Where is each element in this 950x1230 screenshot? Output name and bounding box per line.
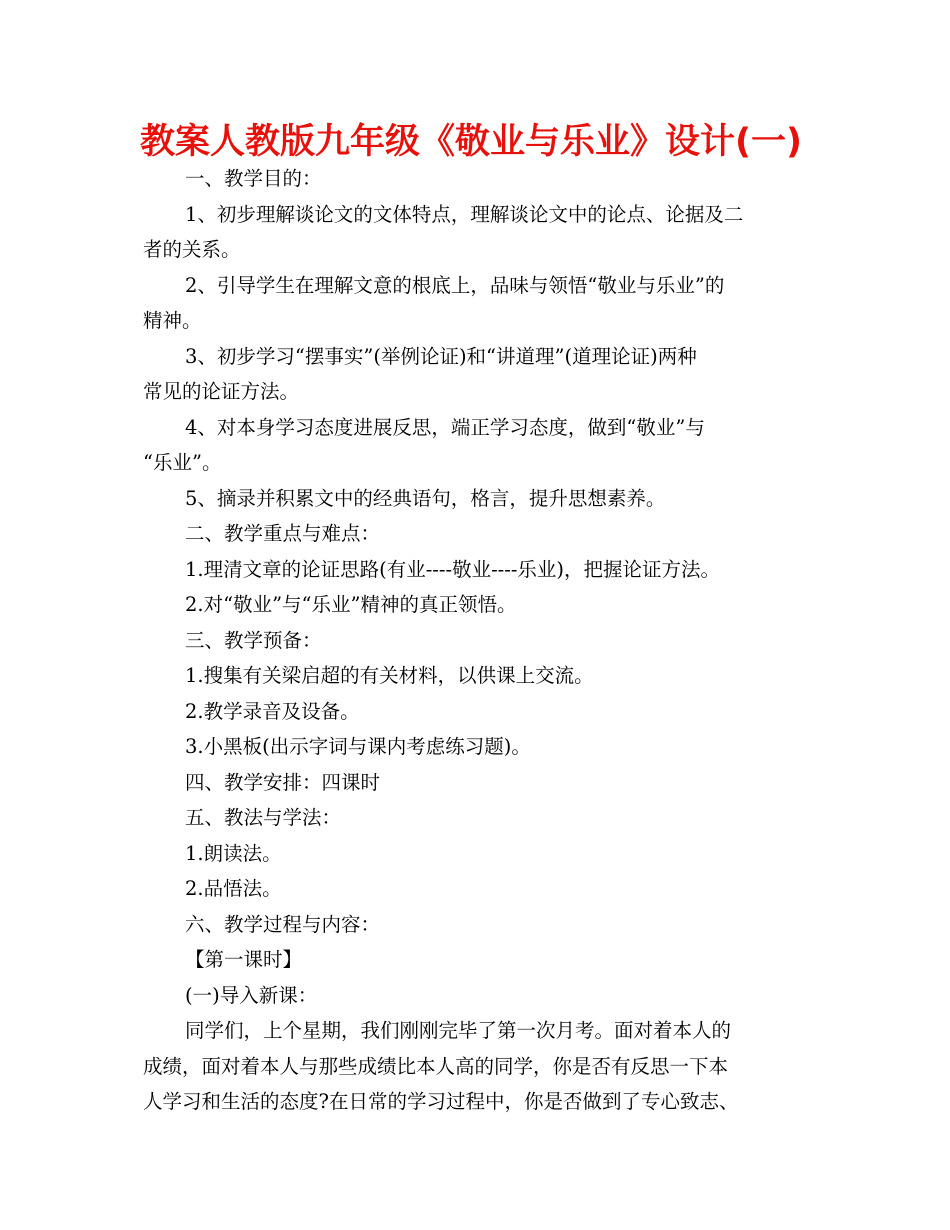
paragraph-line: 1、初步理解谈论文的文体特点，理解谈论文中的论点、论据及二 — [185, 203, 744, 226]
section-heading-process: 六、教学过程与内容： — [185, 913, 381, 936]
list-item: 3.小黑板(出示字词与课内考虑练习题)。 — [185, 735, 531, 758]
list-item: 2.教学录音及设备。 — [185, 700, 360, 723]
paragraph-line: 同学们，上个星期，我们刚刚完毕了第一次月考。面对着本人的 — [185, 1019, 732, 1042]
lesson-heading: 【第一课时】 — [185, 948, 303, 971]
paragraph-line: 4、对本身学习态度进展反思，端正学习态度，做到“敬业”与 — [185, 416, 705, 439]
paragraph-line: 2、引导学生在理解文意的根底上，品味与领悟“敬业与乐业”的 — [185, 274, 725, 297]
list-item: 1.朗读法。 — [185, 842, 282, 865]
list-item: 2.品悟法。 — [185, 877, 282, 900]
paragraph-line: 3、初步学习“摆事实”(举例论证)和“讲道理”(道理论证)两种 — [185, 345, 697, 368]
section-heading-methods: 五、教法与学法： — [185, 806, 342, 829]
list-item: 1.理清文章的论证思路(有业----敬业----乐业)，把握论证方法。 — [185, 558, 721, 581]
paragraph-line: 者的关系。 — [143, 238, 241, 261]
section-heading-objectives: 一、教学目的： — [185, 167, 322, 190]
paragraph-line: 精神。 — [143, 309, 202, 332]
document-title: 教案人教版九年级《敬业与乐业》设计(一) — [140, 122, 802, 162]
subsection-heading: (一)导入新课： — [185, 984, 318, 1007]
paragraph-line: “乐业”。 — [143, 451, 222, 474]
list-item: 2.对“敬业”与“乐业”精神的真正领悟。 — [185, 593, 517, 616]
paragraph-line: 5、摘录并积累文中的经典语句，格言，提升思想素养。 — [185, 487, 666, 510]
section-heading-preparation: 三、教学预备： — [185, 629, 322, 652]
list-item: 1.搜集有关梁启超的有关材料，以供课上交流。 — [185, 664, 594, 687]
paragraph-line: 常见的论证方法。 — [143, 380, 300, 403]
paragraph-line: 成绩，面对着本人与那些成绩比本人高的同学，你是否有反思一下本 — [143, 1055, 729, 1078]
section-heading-schedule: 四、教学安排：四课时 — [185, 771, 381, 794]
paragraph-line: 人学习和生活的态度?在日常的学习过程中，你是否做到了专心致志、 — [143, 1090, 739, 1113]
section-heading-key-points: 二、教学重点与难点： — [185, 522, 381, 545]
